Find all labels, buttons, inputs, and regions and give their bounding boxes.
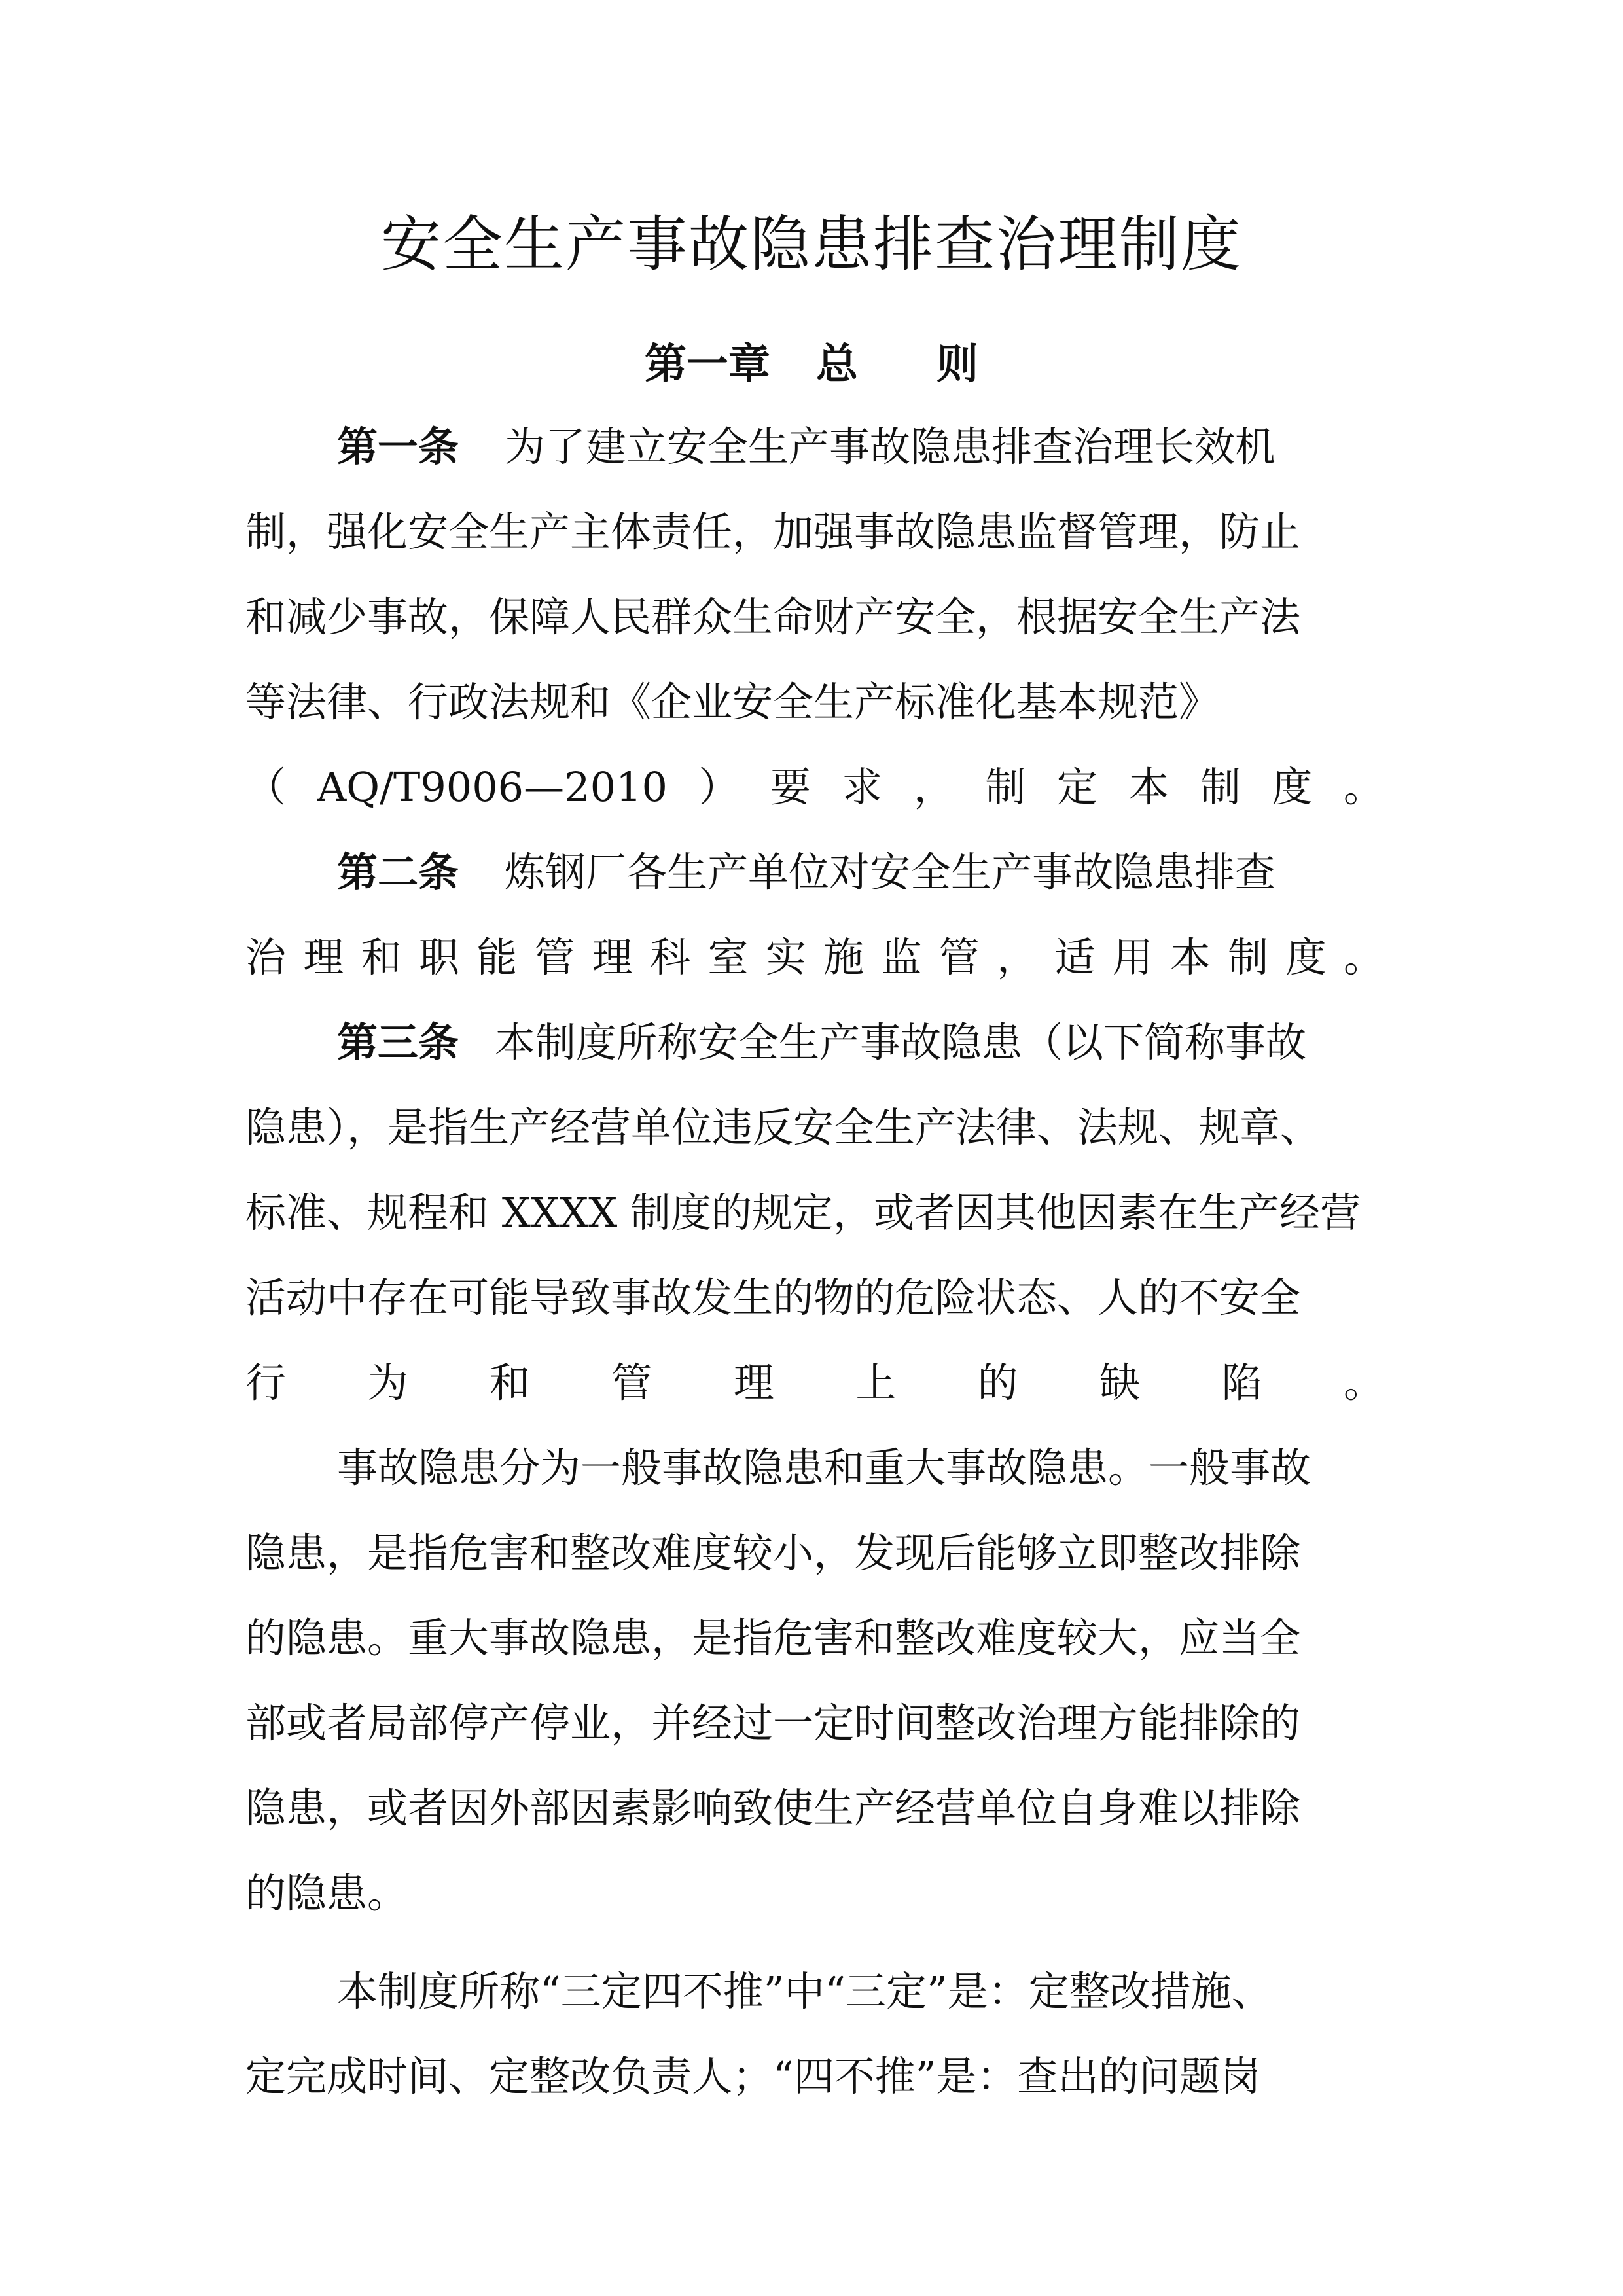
justified-word: 行 xyxy=(245,1359,287,1407)
justified-word: 求 xyxy=(842,763,883,811)
justified-word: 度 xyxy=(1285,933,1327,981)
justified-word: AQ/T9006—2010 xyxy=(317,763,668,811)
article-3-line-5 xyxy=(245,1357,1384,1409)
chapter-name-part-2: 则 xyxy=(936,340,978,389)
justified-word: ） xyxy=(698,763,740,811)
justified-word: 本 xyxy=(1128,763,1169,811)
article-3-line-3: 标准、规程和 XXXX 制度的规定，或者因其他因素在生产经营 xyxy=(245,1189,1361,1236)
justified-word: 管 xyxy=(534,933,575,981)
justified-word: 制 xyxy=(985,763,1026,811)
three-fix-para-line-2: 定完成时间、定整改负责人；“四不推”是：查出的问题岗 xyxy=(245,2053,1261,2100)
justified-word: 缺 xyxy=(1099,1359,1141,1407)
justified-word: 。 xyxy=(1343,933,1384,981)
justified-word: 实 xyxy=(765,933,806,981)
justified-word: 管 xyxy=(938,933,980,981)
justified-word: 理 xyxy=(592,933,633,981)
article-1-label: 第一条 xyxy=(337,423,459,471)
chapter-heading xyxy=(0,331,1623,391)
justified-word: 陷 xyxy=(1221,1359,1262,1407)
three-fix-para-line-1: 本制度所称“三定四不推”中“三定”是：定整改措施、 xyxy=(337,1967,1272,2015)
justified-word: 和 xyxy=(361,933,402,981)
article-3-text-1: 本制度所称安全生产事故隐患（以下简称事故 xyxy=(495,1018,1307,1066)
justified-word: 要 xyxy=(770,763,811,811)
justified-word: 和 xyxy=(489,1359,530,1407)
justified-word: 本 xyxy=(1170,933,1211,981)
justified-word: 管 xyxy=(611,1359,652,1407)
hazard-para-line-3: 的隐患。重大事故隐患，是指危害和整改难度较大，应当全 xyxy=(245,1614,1301,1662)
justified-word: （ xyxy=(245,763,287,811)
justified-word: 适 xyxy=(1054,933,1096,981)
article-1-line-4: 等法律、行政法规和《企业安全生产标准化基本规范》 xyxy=(245,678,1220,726)
article-1-line-2: 制，强化安全生产主体责任，加强事故隐患监督管理，防止 xyxy=(245,508,1301,556)
hazard-para-line-6: 的隐患。 xyxy=(245,1869,408,1917)
justified-word: 能 xyxy=(476,933,518,981)
justified-word: 用 xyxy=(1112,933,1153,981)
article-1-line-1 xyxy=(337,421,1384,473)
article-1-line-3: 和减少事故，保障人民群众生命财产安全，根据安全生产法 xyxy=(245,593,1301,641)
justified-word: 理 xyxy=(303,933,344,981)
justified-word: 理 xyxy=(733,1359,774,1407)
chapter-name-part-1: 总 xyxy=(816,340,858,389)
article-2-line-2 xyxy=(245,931,1384,984)
justified-word: 制 xyxy=(1228,933,1269,981)
article-3-label: 第三条 xyxy=(337,1018,459,1066)
article-2-text-1: 炼钢厂各生产单位对安全生产事故隐患排查 xyxy=(505,848,1276,896)
justified-word: ， xyxy=(913,763,954,811)
hazard-para-line-2: 隐患，是指危害和整改难度较小，发现后能够立即整改排除 xyxy=(245,1529,1301,1577)
article-1-line-5 xyxy=(245,761,1384,814)
chapter-number: 第一章 xyxy=(645,340,770,389)
justified-word: 度 xyxy=(1272,763,1313,811)
justified-word: 施 xyxy=(823,933,865,981)
justified-word: 科 xyxy=(650,933,691,981)
justified-word: 为 xyxy=(367,1359,408,1407)
justified-word: ， xyxy=(997,933,1038,981)
justified-word: 。 xyxy=(1343,763,1384,811)
justified-word: 。 xyxy=(1343,1359,1384,1407)
article-3-line-4: 活动中存在可能导致事故发生的物的危险状态、人的不安全 xyxy=(245,1274,1301,1321)
article-3-line-2: 隐患），是指生产经营单位违反安全生产法律、法规、规章、 xyxy=(245,1103,1321,1151)
justified-word: 定 xyxy=(1056,763,1097,811)
article-2-label: 第二条 xyxy=(337,848,459,896)
article-2-line-1 xyxy=(337,846,1384,899)
hazard-para-line-4: 部或者局部停产停业，并经过一定时间整改治理方能排除的 xyxy=(245,1699,1301,1747)
justified-word: 制 xyxy=(1200,763,1241,811)
article-3-line-1 xyxy=(337,1016,1384,1069)
justified-word: 上 xyxy=(855,1359,897,1407)
justified-word: 监 xyxy=(881,933,922,981)
justified-word: 治 xyxy=(245,933,287,981)
article-1-text-1: 为了建立安全生产事故隐患排查治理长效机 xyxy=(505,423,1276,471)
document-title: 安全生产事故隐患排查治理制度 xyxy=(380,209,1242,279)
justified-word: 室 xyxy=(707,933,749,981)
justified-word: 职 xyxy=(418,933,459,981)
hazard-para-line-5: 隐患，或者因外部因素影响致使生产经营单位自身难以排除 xyxy=(245,1784,1301,1832)
hazard-para-line-1: 事故隐患分为一般事故隐患和重大事故隐患。一般事故 xyxy=(337,1444,1311,1492)
justified-word: 的 xyxy=(977,1359,1018,1407)
